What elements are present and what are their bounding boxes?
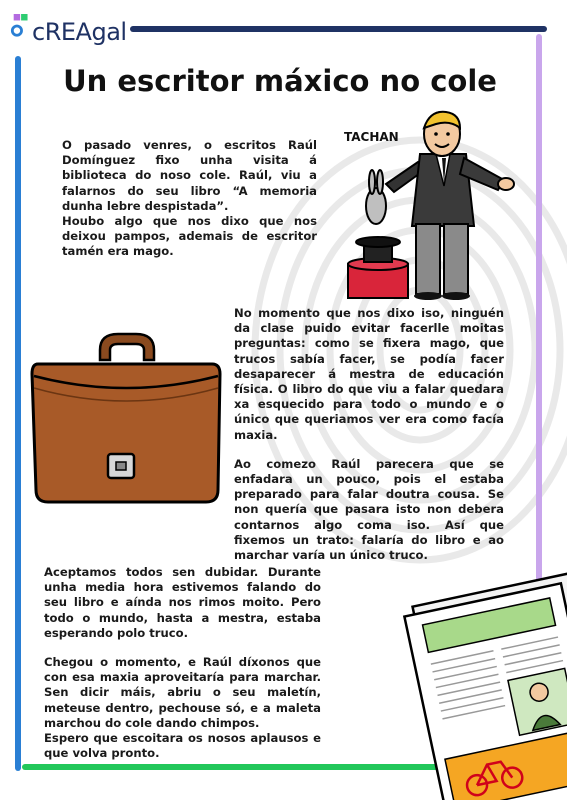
paragraph-3: No momento que nos dixo iso, ninguén da clase puido evitar facerlle moitas preguntas: como se fixera mago, que trucos sabía facer, se podía facer desaparecer á mestra de educación física. O libro do que viu a falar quedara xa esquecido para todo o mundo e o único que queriamos ver era como facía maxia. — [234, 306, 504, 442]
top-border-bar — [130, 26, 547, 32]
logo-text: cREAgal — [32, 18, 127, 46]
closing-text-block — [44, 565, 321, 761]
paragraph-4: Ao comezo Raúl parecera que se enfadara un pouco, pois el estaba preparado para falar doutra cousa. Se non quería que pasara isto non debera contarnos algo coma iso. Así que fixemos un trato: falaría do libro e ao marchar varía un único truco. — [234, 456, 504, 563]
paragraph-5: Aceptamos todos sen dubidar. Durante unha media hora estivemos falando do seu libro e aínda nos rimos moito. Pero todo o mundo, hasta a mestra, estaba esperando polo truco. — [44, 565, 321, 640]
paragraph-7: Espero que escoitara os nosos aplausos e que volva pronto. — [44, 731, 321, 761]
page-title: Un escritor máxico no cole — [63, 64, 497, 98]
intro-text-block — [62, 138, 317, 260]
paragraph-6: Chegou o momento, e Raúl díxonos que con esa maxia aproveitaría para marchar. Sen dicir máis, abriu o seu maletín, meteuse dentro, pechouse só, e a maleta marchou do cole dando chimpos. — [44, 655, 321, 730]
logo-squares-icon — [10, 14, 34, 38]
tachan-label: TACHAN — [344, 130, 399, 144]
right-border-bar — [536, 34, 542, 584]
creagal-logo — [10, 14, 140, 48]
middle-text-block — [234, 306, 504, 563]
paragraph-2: Houbo algo que nos dixo que nos deixou pampos, ademais de escritor tamén era mago. — [62, 214, 317, 259]
paragraph-1: O pasado venres, o escritos Raúl Domínguez fixo unha visita á biblioteca do noso cole. Raúl, viu a falarnos do seu libro “A memoria dunha lebre despistada”. — [62, 138, 317, 213]
left-border-bar — [15, 56, 21, 771]
briefcase-illustration — [28, 330, 224, 506]
newspaper-illustration — [392, 572, 567, 800]
magician-illustration — [338, 106, 518, 300]
